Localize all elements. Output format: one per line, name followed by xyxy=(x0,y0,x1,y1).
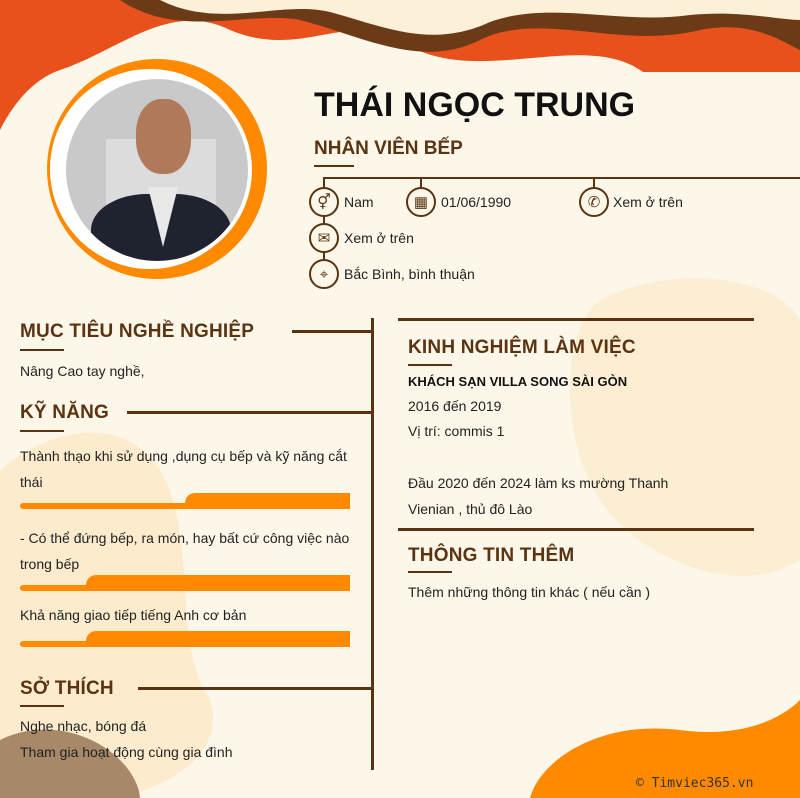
more-info-heading: THÔNG TIN THÊM xyxy=(408,545,575,566)
company-name: KHÁCH SẠN VILLA SONG SÀI GÒN xyxy=(408,374,628,389)
email-value: Xem ở trên xyxy=(344,230,414,246)
gender-icon: ⚥ xyxy=(309,187,339,217)
watermark: © Timviec365.vn xyxy=(636,776,754,791)
work-extra: Vienian , thủ đô Lào xyxy=(408,501,533,517)
phone-icon: ✆ xyxy=(579,187,609,217)
gender-value: Nam xyxy=(344,194,374,210)
objective-heading: MỤC TIÊU NGHỀ NGHIỆP xyxy=(20,321,255,342)
column-divider xyxy=(371,318,374,770)
phone-value: Xem ở trên xyxy=(613,194,683,210)
experience-heading: KINH NGHIỆM LÀM VIỆC xyxy=(408,337,636,358)
candidate-name: THÁI NGỌC TRUNG xyxy=(314,86,636,124)
address-value: Bắc Bình, bình thuận xyxy=(344,266,475,282)
calendar-icon: ▦ xyxy=(406,187,436,217)
skill-text: Khả năng giao tiếp tiếng Anh cơ bản xyxy=(20,607,247,623)
skill-bar xyxy=(20,631,350,647)
hobby-item: Tham gia hoạt động cùng gia đình xyxy=(20,744,233,760)
more-info-text: Thêm những thông tin khác ( nếu cần ) xyxy=(408,584,651,600)
skill-text: Thành thạo khi sử dụng ,dụng cụ bếp và kỹ năng cắt thái xyxy=(20,448,347,490)
skills-heading: KỸ NĂNG xyxy=(20,402,110,423)
objective-text: Nâng Cao tay nghề, xyxy=(20,363,145,379)
work-position: Vị trí: commis 1 xyxy=(408,423,505,439)
skill-text: - Có thể đứng bếp, ra món, hay bất cứ công việc nào trong bếp xyxy=(20,530,350,572)
contact-line xyxy=(323,177,800,179)
profile-photo xyxy=(62,75,252,265)
birthdate-value: 01/06/1990 xyxy=(441,194,512,210)
hobby-item: Nghe nhạc, bóng đá xyxy=(20,718,147,734)
job-title: NHÂN VIÊN BẾP xyxy=(314,138,463,159)
location-icon: ⌖ xyxy=(309,259,339,289)
work-period: 2016 đến 2019 xyxy=(408,398,502,414)
skill-bar xyxy=(20,493,350,509)
work-extra: Đầu 2020 đến 2024 làm ks mường Thanh xyxy=(408,475,669,491)
hobbies-heading: SỞ THÍCH xyxy=(20,678,114,699)
skill-bar xyxy=(20,575,350,591)
email-icon: ✉ xyxy=(309,223,339,253)
